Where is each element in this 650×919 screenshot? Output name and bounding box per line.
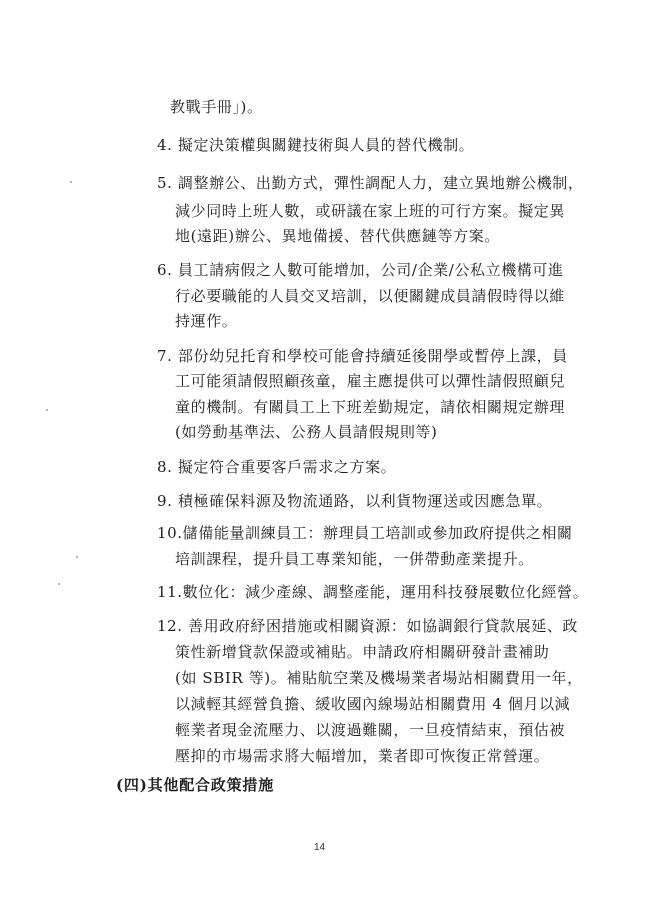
- text-line: 教戰手冊」)。: [170, 98, 263, 116]
- list-item-12-cont: 以減輕其經營負擔、緩收國內線場站相關費用 4 個月以減: [175, 695, 571, 713]
- list-item-5-cont: 地(遠距)辦公、異地備援、替代供應鏈等方案。: [175, 227, 500, 245]
- list-item-6: 6. 員工請病假之人數可能增加，公司/企業/公私立機構可進: [157, 261, 564, 279]
- scan-speck: [70, 181, 72, 183]
- list-item-12-cont: 壓抑的市場需求將大幅增加，業者即可恢復正常營運。: [175, 747, 550, 765]
- list-item-10: 10.儲備能量訓練員工：辦理員工培訓或參加政府提供之相關: [157, 524, 573, 542]
- list-item-4: 4. 擬定決策權與關鍵技術與人員的替代機制。: [157, 136, 475, 154]
- scan-speck: [76, 556, 78, 558]
- page-number: 14: [314, 842, 326, 853]
- list-item-7-cont: 童的機制。有關員工上下班差勤規定，請依相關規定辦理: [175, 398, 566, 416]
- list-item-7-cont: 工可能須請假照顧孩童，雇主應提供可以彈性請假照顧兒: [175, 372, 566, 390]
- scan-speck: [58, 583, 60, 585]
- list-item-12: 12. 善用政府紓困措施或相關資源：如協調銀行貸款展延、政: [157, 617, 579, 635]
- section-heading: (四)其他配合政策措施: [116, 776, 274, 794]
- list-item-11: 11.數位化：減少產線、調整產能，運用科技發展數位化經營。: [157, 583, 589, 601]
- list-item-6-cont: 行必要職能的人員交叉培訓，以便關鍵成員請假時得以維: [175, 287, 566, 305]
- list-item-5-cont: 減少同時上班人數，或研議在家上班的可行方案。擬定異: [175, 202, 566, 220]
- list-item-8: 8. 擬定符合重要客戶需求之方案。: [157, 458, 397, 476]
- list-item-7: 7. 部份幼兒托育和學校可能會持續延後開學或暫停上課，員: [157, 347, 568, 365]
- list-item-12-cont: (如 SBIR 等)。補貼航空業及機場業者場站相關費用一年，: [175, 669, 583, 687]
- list-item-5: 5. 調整辦公、出勤方式，彈性調配人力，建立異地辦公機制，: [157, 174, 584, 192]
- list-item-12-cont: 輕業者現金流壓力、以渡過難關，一旦疫情結束，預估被: [175, 721, 566, 739]
- scan-speck: [46, 409, 48, 411]
- list-item-10-cont: 培訓課程，提升員工專業知能，一併帶動產業提升。: [175, 550, 534, 568]
- list-item-12-cont: 策性新增貸款保證或補貼。申請政府相關研發計畫補助: [175, 643, 550, 661]
- list-item-7-cont: (如勞動基準法、公務人員請假規則等): [175, 423, 438, 441]
- list-item-9: 9. 積極確保料源及物流通路，以利貨物運送或因應急單。: [157, 492, 553, 510]
- list-item-6-cont: 持運作。: [175, 312, 238, 330]
